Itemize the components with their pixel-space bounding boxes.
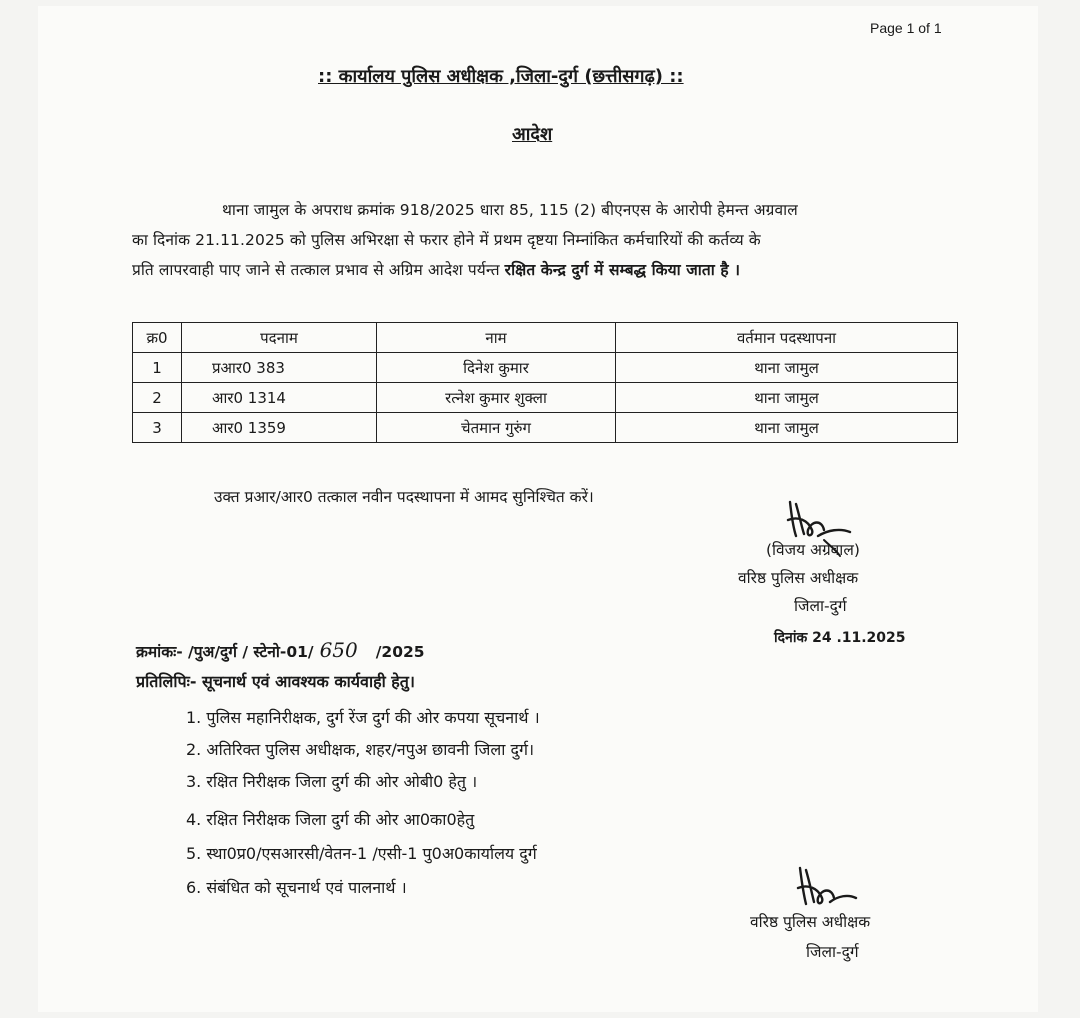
cell-serial: 1 xyxy=(133,353,182,383)
copy-list-item: 6. संबंधित को सूचनार्थ एवं पालनार्थ । xyxy=(186,878,407,897)
table-header-row xyxy=(133,323,958,353)
copy-list-item: 5. स्था0प्र0/एसआरसी/वेतन-1 /एसी-1 पु0अ0कार्यालय दुर्ग xyxy=(186,844,537,863)
cell-designation: प्रआर0 383 xyxy=(182,353,377,383)
reference-number xyxy=(136,638,425,662)
signatory-name: (विजय अग्रवाल) xyxy=(766,541,860,559)
staff-table xyxy=(132,322,958,443)
cell-designation: आर0 1314 xyxy=(182,383,377,413)
cell-designation: आर0 1359 xyxy=(182,413,377,443)
copy-list-item: 3. रक्षित निरीक्षक जिला दुर्ग की ओर ओबी0 हेतु । xyxy=(186,772,478,791)
reference-suffix: /2025 xyxy=(375,643,425,661)
signatory-designation: वरिष्ठ पुलिस अधीक्षक xyxy=(738,569,859,587)
order-title: आदेश xyxy=(512,124,553,145)
body-line-3-bold: रक्षित केन्द्र दुर्ग में सम्बद्ध किया जाता है । xyxy=(504,261,741,279)
header-name: नाम xyxy=(377,323,616,353)
cell-serial: 3 xyxy=(133,413,182,443)
cell-posting: थाना जामुल xyxy=(616,383,958,413)
copy-list-item: 2. अतिरिक्त पुलिस अधीक्षक, शहर/नपुअ छावनी जिला दुर्ग। xyxy=(186,740,535,759)
office-heading: :: कार्यालय पुलिस अधीक्षक ,जिला-दुर्ग (छत्तीसगढ़) :: xyxy=(318,66,684,87)
page-number: Page 1 of 1 xyxy=(870,20,942,36)
table-row xyxy=(133,413,958,443)
copy-heading: प्रतिलिपिः- सूचनार्थ एवं आवश्यक कार्यवाही हेतु। xyxy=(136,672,415,691)
signatory-district: जिला-दुर्ग xyxy=(794,597,847,615)
copy-list-item: 4. रक्षित निरीक्षक जिला दुर्ग की ओर आ0का0हेतु xyxy=(186,810,475,829)
cell-serial: 2 xyxy=(133,383,182,413)
cell-name: रत्नेश कुमार शुक्ला xyxy=(377,383,616,413)
cell-name: चेतमान गुरुंग xyxy=(377,413,616,443)
copy-list-item: 1. पुलिस महानिरीक्षक, दुर्ग रेंज दुर्ग की ओर कपया सूचनार्थ । xyxy=(186,708,540,727)
reference-prefix: क्रमांकः- /पुअ/दुर्ग / स्टेनो-01/ xyxy=(136,643,314,661)
header-serial: क्र0 xyxy=(133,323,182,353)
header-posting: वर्तमान पदस्थापना xyxy=(616,323,958,353)
body-line-2: का दिनांक 21.11.2025 को पुलिस अभिरक्षा से फरार होने में प्रथम दृष्टया निम्नांकित कर्मचारियों की कर्तव्य के xyxy=(132,231,761,249)
table-row xyxy=(133,353,958,383)
body-line-3 xyxy=(132,258,740,280)
joining-note: उक्त प्रआर/आर0 तत्काल नवीन पदस्थापना में आमद सुनिश्चित करें। xyxy=(214,488,594,506)
cell-posting: थाना जामुल xyxy=(616,413,958,443)
table-row xyxy=(133,383,958,413)
order-date: दिनांक 24 .11.2025 xyxy=(774,630,906,646)
cell-name: दिनेश कुमार xyxy=(377,353,616,383)
body-line-3-start: प्रति लापरवाही पाए जाने से तत्काल प्रभाव से अग्रिम आदेश पर्यन्त xyxy=(132,261,505,279)
cell-posting: थाना जामुल xyxy=(616,353,958,383)
footer-signatory-district: जिला-दुर्ग xyxy=(806,943,859,961)
reference-handwritten-number: 650 xyxy=(319,638,358,662)
footer-signatory-designation: वरिष्ठ पुलिस अधीक्षक xyxy=(750,913,871,931)
body-line-1: थाना जामुल के अपराध क्रमांक 918/2025 धारा 85, 115 (2) बीएनएस के आरोपी हेमन्त अग्रवाल xyxy=(222,201,798,219)
header-designation: पदनाम xyxy=(182,323,377,353)
